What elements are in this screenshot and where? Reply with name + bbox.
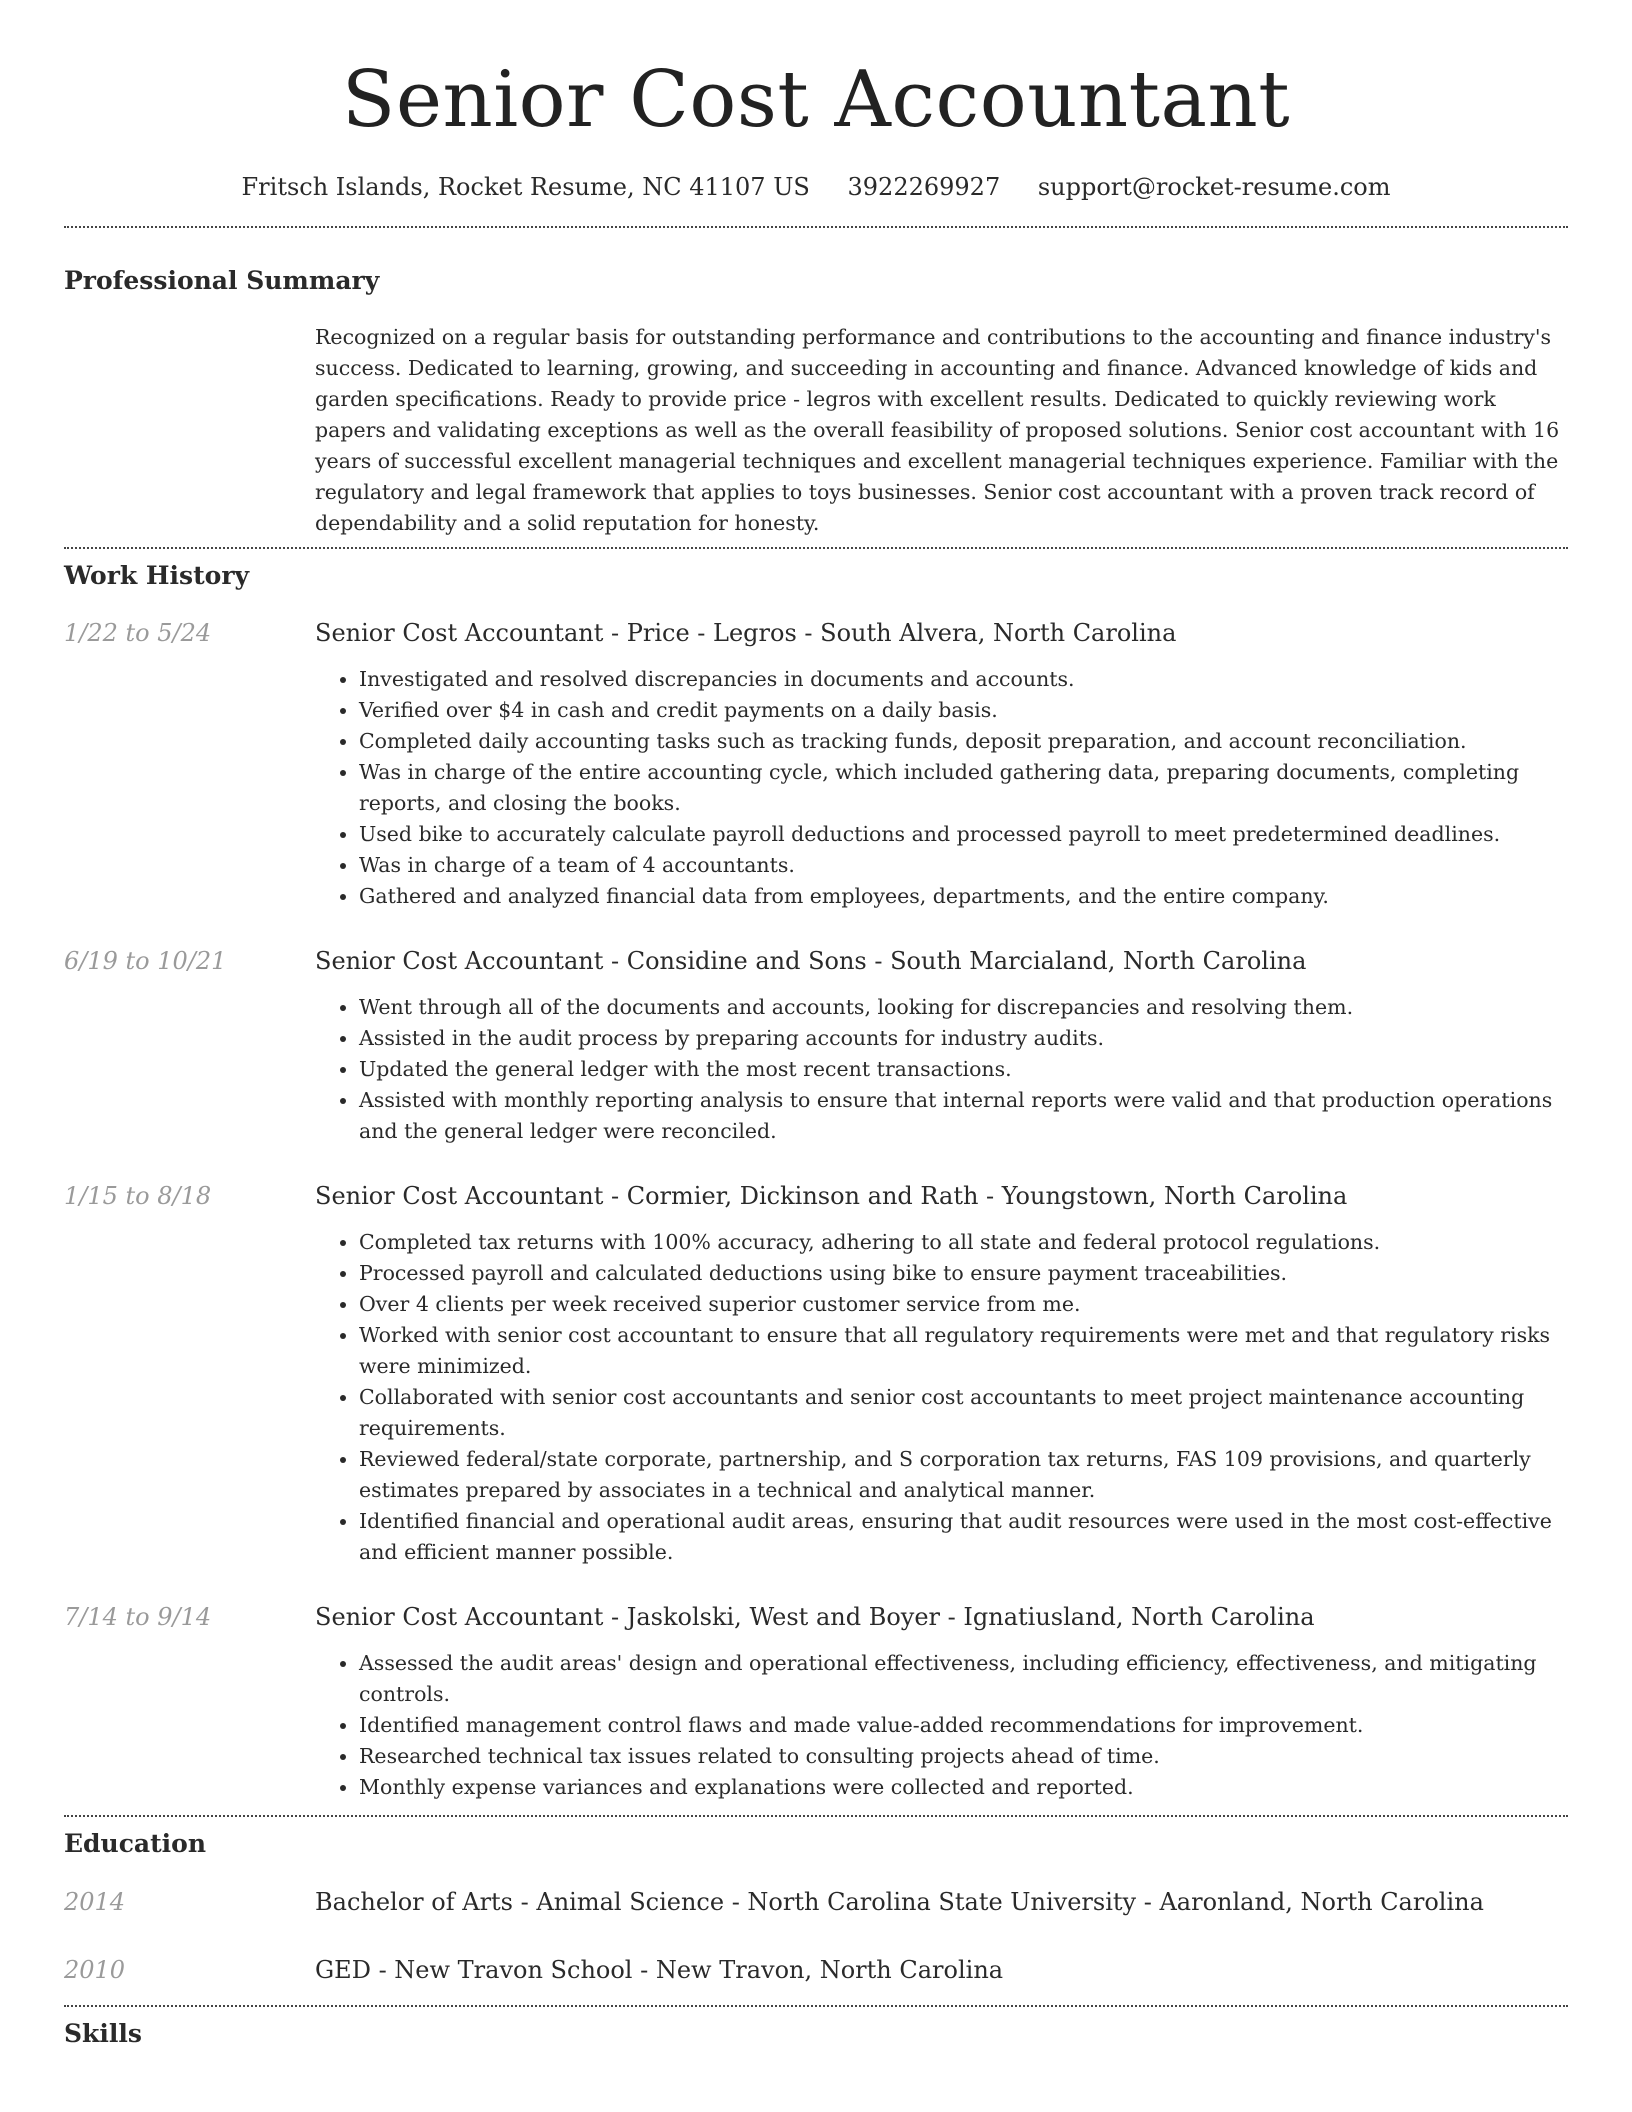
job-entry [64, 944, 1568, 1147]
job-bullet: • Assessed the audit areas' design and operational effectiveness, including efficiency, effectiveness, and mitigating controls. [359, 1648, 1568, 1710]
job-bullet: • Over 4 clients per week received superior customer service from me. [359, 1289, 1568, 1320]
resume-page [64, 0, 1568, 2051]
job-bullet: • Went through all of the documents and accounts, looking for discrepancies and resolving them. [359, 992, 1568, 1023]
education-entry [64, 1953, 1568, 1987]
job-bullet: • Reviewed federal/state corporate, partnership, and S corporation tax returns, FAS 109 provisions, and quarterly estimates prepared by associates in a technical and analytical manner. [359, 1444, 1568, 1506]
education-section [64, 1827, 1568, 1987]
job-bullet: • Investigated and resolved discrepancies in documents and accounts. [359, 664, 1568, 695]
contact-email: support@rocket-resume.com [1037, 173, 1391, 201]
job-bullet: • Identified financial and operational audit areas, ensuring that audit resources were used in the most cost-effective and efficient manner possible. [359, 1506, 1568, 1568]
job-bullet: • Completed daily accounting tasks such as tracking funds, deposit preparation, and account reconciliation. [359, 726, 1568, 757]
contact-address: Fritsch Islands, Rocket Resume, NC 41107 US [241, 173, 810, 201]
job-bullet: • Assisted in the audit process by preparing accounts for industry audits. [359, 1023, 1568, 1054]
job-bullet: • Collaborated with senior cost accountants and senior cost accountants to meet project maintenance accounting requirements. [359, 1382, 1568, 1444]
job-header [64, 1179, 1568, 1213]
job-heading: Senior Cost Accountant - Considine and Sons - South Marcialand, North Carolina [315, 947, 1307, 975]
job-dates: 6/19 to 10/21 [64, 947, 227, 975]
job-bullet: • Researched technical tax issues related to consulting projects ahead of time. [359, 1741, 1568, 1772]
job-heading: Senior Cost Accountant - Jaskolski, West and Boyer - Ignatiusland, North Carolina [315, 1603, 1315, 1631]
job-bullet: • Verified over $4 in cash and credit payments on a daily basis. [359, 695, 1568, 726]
job-bullet: • Completed tax returns with 100% accuracy, adhering to all state and federal protocol regulations. [359, 1227, 1568, 1258]
section-divider [64, 547, 1568, 549]
section-divider [64, 226, 1568, 228]
job-dates: 1/22 to 5/24 [64, 619, 212, 647]
job-entry [64, 616, 1568, 912]
resume-name: Senior Cost Accountant [341, 55, 1291, 145]
contact-phone: 3922269927 [847, 173, 1001, 201]
education-year: 2010 [64, 1956, 126, 1984]
job-entry [64, 1179, 1568, 1568]
job-bullets [64, 664, 1568, 912]
job-dates: 1/15 to 8/18 [64, 1182, 212, 1210]
skills-section [64, 2017, 1568, 2051]
contact-line [64, 170, 1568, 204]
summary-text: Recognized on a regular basis for outstanding performance and contributions to the accounting and finance industry's success. Dedicated to learning, growing, and succeeding in accounting and finance. Advanced knowledge of kids and garden specifications. Ready to provide price - legros with excellent results. Dedicated to quickly reviewing work papers and validating exceptions as well as the overall feasibility of proposed solutions. Senior cost accountant with 16 years of successful excellent managerial techniques and excellent managerial techniques experience. Familiar with the regulatory and legal framework that applies to toys businesses. Senior cost accountant with a proven track record of dependability and a solid reputation for honesty. [315, 325, 1560, 535]
job-dates: 7/14 to 9/14 [64, 1603, 212, 1631]
work-section [64, 559, 1568, 1803]
job-bullet: • Processed payroll and calculated deductions using bike to ensure payment traceabilities. [359, 1258, 1568, 1289]
job-bullet: • Was in charge of the entire accounting cycle, which included gathering data, preparing documents, completing reports, and closing the books. [359, 757, 1568, 819]
job-header [64, 1600, 1568, 1634]
section-divider [64, 1815, 1568, 1817]
education-title: Education [64, 1829, 207, 1858]
job-header [64, 944, 1568, 978]
work-title: Work History [64, 561, 250, 590]
job-bullet: • Updated the general ledger with the most recent transactions. [359, 1054, 1568, 1085]
skills-title: Skills [64, 2019, 142, 2048]
education-text: Bachelor of Arts - Animal Science - North Carolina State University - Aaronland, North Carolina [315, 1888, 1484, 1916]
job-bullet: • Was in charge of a team of 4 accountants. [359, 850, 1568, 881]
job-bullet: • Used bike to accurately calculate payroll deductions and processed payroll to meet predetermined deadlines. [359, 819, 1568, 850]
job-bullets [64, 992, 1568, 1147]
job-bullets [64, 1648, 1568, 1803]
job-bullet: • Gathered and analyzed financial data from employees, departments, and the entire company. [359, 881, 1568, 912]
job-heading: Senior Cost Accountant - Price - Legros - South Alvera, North Carolina [315, 619, 1177, 647]
education-entry [64, 1885, 1568, 1919]
job-heading: Senior Cost Accountant - Cormier, Dickinson and Rath - Youngstown, North Carolina [315, 1182, 1348, 1210]
job-entry [64, 1600, 1568, 1803]
job-bullet: • Identified management control flaws and made value-added recommendations for improvement. [359, 1710, 1568, 1741]
job-bullet: • Monthly expense variances and explanations were collected and reported. [359, 1772, 1568, 1803]
summary-title: Professional Summary [64, 266, 380, 295]
section-divider [64, 2005, 1568, 2007]
job-bullet: • Worked with senior cost accountant to ensure that all regulatory requirements were met and that regulatory risks were minimized. [359, 1320, 1568, 1382]
job-bullets [64, 1227, 1568, 1568]
summary-section [64, 264, 1568, 539]
job-bullet: • Assisted with monthly reporting analysis to ensure that internal reports were valid and that production operations and the general ledger were reconciled. [359, 1085, 1568, 1147]
education-text: GED - New Travon School - New Travon, North Carolina [315, 1956, 1004, 1984]
job-header [64, 616, 1568, 650]
education-year: 2014 [64, 1888, 126, 1916]
